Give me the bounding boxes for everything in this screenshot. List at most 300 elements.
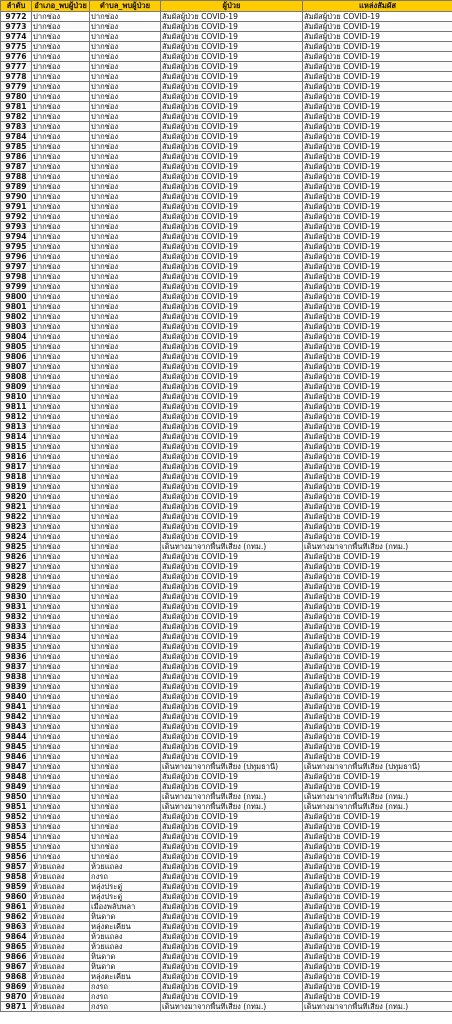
table-row [1,442,452,452]
cell-subdistrict: ปากช่อง [90,132,161,142]
cell-source: สัมผัสผู้ป่วย COVID-19 [303,932,452,942]
cell-subdistrict: ปากช่อง [90,722,161,732]
cell-no: 9776 [1,52,32,62]
table-row [1,252,452,262]
table-row [1,392,452,402]
cell-no: 9862 [1,912,32,922]
cell-source: สัมผัสผู้ป่วย COVID-19 [303,472,452,482]
table-row [1,322,452,332]
cell-no: 9781 [1,102,32,112]
table-row [1,202,452,212]
cell-source: สัมผัสผู้ป่วย COVID-19 [303,782,452,792]
cell-source: สัมผัสผู้ป่วย COVID-19 [303,302,452,312]
table-row [1,472,452,482]
table-row [1,272,452,282]
cell-source: สัมผัสผู้ป่วย COVID-19 [303,952,452,962]
cell-no: 9858 [1,872,32,882]
cell-patient: สัมผัสผู้ป่วย COVID-19 [161,562,303,572]
cell-district: ปากช่อง [32,272,90,282]
cell-patient: สัมผัสผู้ป่วย COVID-19 [161,492,303,502]
table-row [1,492,452,502]
cell-district: ปากช่อง [32,332,90,342]
header-source: แหล่งสัมผัส [303,1,452,12]
table-row [1,452,452,462]
cell-source: สัมผัสผู้ป่วย COVID-19 [303,162,452,172]
cell-no: 9801 [1,302,32,312]
cell-no: 9847 [1,762,32,772]
cell-district: ปากช่อง [32,572,90,582]
cell-no: 9782 [1,112,32,122]
cell-subdistrict: ปากช่อง [90,512,161,522]
cell-no: 9850 [1,792,32,802]
cell-patient: สัมผัสผู้ป่วย COVID-19 [161,212,303,222]
cell-patient: สัมผัสผู้ป่วย COVID-19 [161,952,303,962]
cell-district: ปากช่อง [32,392,90,402]
cell-source: สัมผัสผู้ป่วย COVID-19 [303,332,452,342]
table-row [1,922,452,932]
cell-district: ปากช่อง [32,582,90,592]
cell-patient: สัมผัสผู้ป่วย COVID-19 [161,722,303,732]
cell-no: 9818 [1,472,32,482]
table-row [1,572,452,582]
table-row [1,992,452,1002]
table-row [1,52,452,62]
table-row [1,262,452,272]
cell-district: ปากช่อง [32,612,90,622]
table-row [1,842,452,852]
cell-district: ปากช่อง [32,202,90,212]
table-row [1,872,452,882]
cell-patient: สัมผัสผู้ป่วย COVID-19 [161,962,303,972]
cell-source: สัมผัสผู้ป่วย COVID-19 [303,842,452,852]
cell-subdistrict: ปากช่อง [90,422,161,432]
cell-patient: สัมผัสผู้ป่วย COVID-19 [161,172,303,182]
cell-source: สัมผัสผู้ป่วย COVID-19 [303,282,452,292]
table-row [1,592,452,602]
cell-no: 9849 [1,782,32,792]
cell-patient: สัมผัสผู้ป่วย COVID-19 [161,832,303,842]
cell-district: ปากช่อง [32,702,90,712]
cell-patient: สัมผัสผู้ป่วย COVID-19 [161,232,303,242]
cell-district: ปากช่อง [32,352,90,362]
cell-district: ปากช่อง [32,482,90,492]
cell-no: 9840 [1,692,32,702]
cell-subdistrict: ปากช่อง [90,42,161,52]
cell-source: เดินทางมาจากพื้นที่เสี่ยง (กทม.) [303,1002,452,1012]
cell-subdistrict: ปากช่อง [90,572,161,582]
cell-source: สัมผัสผู้ป่วย COVID-19 [303,482,452,492]
table-row [1,362,452,372]
cell-district: ปากช่อง [32,552,90,562]
table-row [1,422,452,432]
cell-subdistrict: ปากช่อง [90,32,161,42]
cell-subdistrict: ปากช่อง [90,622,161,632]
cell-district: ปากช่อง [32,462,90,472]
cell-patient: สัมผัสผู้ป่วย COVID-19 [161,672,303,682]
cell-source: สัมผัสผู้ป่วย COVID-19 [303,12,452,22]
cell-subdistrict: ปากช่อง [90,532,161,542]
cell-patient: สัมผัสผู้ป่วย COVID-19 [161,152,303,162]
table-row [1,692,452,702]
cell-district: ห้วยแถลง [32,882,90,892]
table-row [1,562,452,572]
cell-patient: สัมผัสผู้ป่วย COVID-19 [161,992,303,1002]
cell-source: สัมผัสผู้ป่วย COVID-19 [303,182,452,192]
cell-source: สัมผัสผู้ป่วย COVID-19 [303,582,452,592]
cell-patient: สัมผัสผู้ป่วย COVID-19 [161,552,303,562]
table-row [1,462,452,472]
cell-no: 9861 [1,902,32,912]
cell-patient: สัมผัสผู้ป่วย COVID-19 [161,662,303,672]
cell-no: 9821 [1,502,32,512]
table-row [1,412,452,422]
table-row [1,832,452,842]
table-row [1,142,452,152]
cell-subdistrict: ปากช่อง [90,262,161,272]
cell-source: สัมผัสผู้ป่วย COVID-19 [303,812,452,822]
table-row [1,772,452,782]
cell-patient: เดินทางมาจากพื้นที่เสี่ยง (กทม.) [161,542,303,552]
cell-source: สัมผัสผู้ป่วย COVID-19 [303,562,452,572]
cell-no: 9841 [1,702,32,712]
cell-district: ปากช่อง [32,472,90,482]
table-row [1,702,452,712]
table-row [1,132,452,142]
cell-no: 9809 [1,382,32,392]
cell-source: สัมผัสผู้ป่วย COVID-19 [303,662,452,672]
cell-subdistrict: ปากช่อง [90,52,161,62]
cell-source: เดินทางมาจากพื้นที่เสี่ยง (ปทุมธานี) [303,762,452,772]
cell-source: เดินทางมาจากพื้นที่เสี่ยง (กทม.) [303,792,452,802]
cell-source: สัมผัสผู้ป่วย COVID-19 [303,702,452,712]
header-row [1,1,452,12]
cell-subdistrict: ปากช่อง [90,712,161,722]
cell-patient: สัมผัสผู้ป่วย COVID-19 [161,302,303,312]
cell-no: 9839 [1,682,32,692]
cell-district: ปากช่อง [32,182,90,192]
cell-district: ปากช่อง [32,762,90,772]
table-row [1,632,452,642]
cell-patient: สัมผัสผู้ป่วย COVID-19 [161,932,303,942]
cell-no: 9826 [1,552,32,562]
cell-subdistrict: ห้วยแถลง [90,932,161,942]
cell-subdistrict: ปากช่อง [90,442,161,452]
cell-subdistrict: ปากช่อง [90,852,161,862]
cell-district: ปากช่อง [32,262,90,272]
cell-patient: สัมผัสผู้ป่วย COVID-19 [161,352,303,362]
cell-patient: สัมผัสผู้ป่วย COVID-19 [161,862,303,872]
cell-district: ปากช่อง [32,682,90,692]
table-row [1,42,452,52]
cell-patient: สัมผัสผู้ป่วย COVID-19 [161,592,303,602]
cell-subdistrict: ปากช่อง [90,302,161,312]
cell-district: ปากช่อง [32,722,90,732]
cell-patient: สัมผัสผู้ป่วย COVID-19 [161,192,303,202]
cell-patient: สัมผัสผู้ป่วย COVID-19 [161,372,303,382]
cell-patient: สัมผัสผู้ป่วย COVID-19 [161,772,303,782]
cell-source: สัมผัสผู้ป่วย COVID-19 [303,502,452,512]
cell-subdistrict: ปากช่อง [90,702,161,712]
cell-district: ปากช่อง [32,32,90,42]
table-row [1,932,452,942]
cell-district: ปากช่อง [32,72,90,82]
cell-source: สัมผัสผู้ป่วย COVID-19 [303,442,452,452]
cell-no: 9820 [1,492,32,502]
cell-no: 9871 [1,1002,32,1012]
cell-patient: สัมผัสผู้ป่วย COVID-19 [161,202,303,212]
cell-source: สัมผัสผู้ป่วย COVID-19 [303,962,452,972]
cell-patient: สัมผัสผู้ป่วย COVID-19 [161,972,303,982]
cell-district: ห้วยแถลง [32,992,90,1002]
cell-no: 9864 [1,932,32,942]
cell-subdistrict: ปากช่อง [90,362,161,372]
cell-patient: สัมผัสผู้ป่วย COVID-19 [161,922,303,932]
table-row [1,972,452,982]
table-row [1,792,452,802]
cell-district: ปากช่อง [32,232,90,242]
cell-subdistrict: ห้วยแถลง [90,862,161,872]
cell-patient: สัมผัสผู้ป่วย COVID-19 [161,422,303,432]
cell-subdistrict: ปากช่อง [90,142,161,152]
cell-patient: สัมผัสผู้ป่วย COVID-19 [161,262,303,272]
cell-source: สัมผัสผู้ป่วย COVID-19 [303,712,452,722]
cell-no: 9778 [1,72,32,82]
cell-subdistrict: ปากช่อง [90,672,161,682]
cell-source: สัมผัสผู้ป่วย COVID-19 [303,692,452,702]
cell-source: สัมผัสผู้ป่วย COVID-19 [303,572,452,582]
cell-source: สัมผัสผู้ป่วย COVID-19 [303,382,452,392]
cell-patient: สัมผัสผู้ป่วย COVID-19 [161,472,303,482]
cell-no: 9800 [1,292,32,302]
cell-patient: สัมผัสผู้ป่วย COVID-19 [161,332,303,342]
cell-no: 9807 [1,362,32,372]
cell-district: ปากช่อง [32,532,90,542]
table-row [1,382,452,392]
cell-no: 9854 [1,832,32,842]
cell-source: สัมผัสผู้ป่วย COVID-19 [303,92,452,102]
cell-no: 9789 [1,182,32,192]
cell-district: ห้วยแถลง [32,922,90,932]
cell-district: ปากช่อง [32,152,90,162]
cell-district: ห้วยแถลง [32,972,90,982]
table-row [1,532,452,542]
table-row [1,172,452,182]
cell-source: สัมผัสผู้ป่วย COVID-19 [303,592,452,602]
cell-patient: สัมผัสผู้ป่วย COVID-19 [161,402,303,412]
cell-source: สัมผัสผู้ป่วย COVID-19 [303,862,452,872]
cell-no: 9779 [1,82,32,92]
header-district: อำเภอ_พบผู้ป่วย [32,1,90,12]
cell-no: 9795 [1,242,32,252]
table-row [1,282,452,292]
cell-subdistrict: ปากช่อง [90,322,161,332]
table-row [1,642,452,652]
cell-district: ปากช่อง [32,292,90,302]
cell-subdistrict: หินดาด [90,952,161,962]
cell-patient: สัมผัสผู้ป่วย COVID-19 [161,142,303,152]
cell-district: ปากช่อง [32,302,90,312]
cell-patient: สัมผัสผู้ป่วย COVID-19 [161,482,303,492]
cell-source: สัมผัสผู้ป่วย COVID-19 [303,832,452,842]
cell-source: สัมผัสผู้ป่วย COVID-19 [303,922,452,932]
cell-source: สัมผัสผู้ป่วย COVID-19 [303,512,452,522]
cell-patient: สัมผัสผู้ป่วย COVID-19 [161,112,303,122]
cell-source: สัมผัสผู้ป่วย COVID-19 [303,322,452,332]
cell-district: ห้วยแถลง [32,912,90,922]
cell-patient: สัมผัสผู้ป่วย COVID-19 [161,742,303,752]
cell-patient: สัมผัสผู้ป่วย COVID-19 [161,272,303,282]
cell-subdistrict: ปากช่อง [90,382,161,392]
cell-no: 9819 [1,482,32,492]
cell-district: ปากช่อง [32,692,90,702]
table-row [1,72,452,82]
cell-district: ปากช่อง [32,252,90,262]
cell-patient: สัมผัสผู้ป่วย COVID-19 [161,92,303,102]
cell-no: 9796 [1,252,32,262]
cell-subdistrict: ปากช่อง [90,232,161,242]
cell-district: ห้วยแถลง [32,892,90,902]
cell-district: ปากช่อง [32,102,90,112]
cell-source: สัมผัสผู้ป่วย COVID-19 [303,742,452,752]
cell-no: 9844 [1,732,32,742]
table-row [1,962,452,972]
cell-patient: สัมผัสผู้ป่วย COVID-19 [161,872,303,882]
cell-district: ปากช่อง [32,802,90,812]
cell-district: ปากช่อง [32,222,90,232]
cell-subdistrict: ปากช่อง [90,782,161,792]
cell-source: สัมผัสผู้ป่วย COVID-19 [303,52,452,62]
cell-no: 9834 [1,632,32,642]
cell-patient: เดินทางมาจากพื้นที่เสี่ยง (กทม.) [161,802,303,812]
cell-subdistrict: ปากช่อง [90,682,161,692]
table-row [1,32,452,42]
cell-district: ปากช่อง [32,712,90,722]
cell-district: ห้วยแถลง [32,902,90,912]
cell-subdistrict: ปากช่อง [90,152,161,162]
cell-no: 9825 [1,542,32,552]
cell-district: ปากช่อง [32,62,90,72]
cell-patient: เดินทางมาจากพื้นที่เสี่ยง (กทม.) [161,792,303,802]
cell-source: สัมผัสผู้ป่วย COVID-19 [303,822,452,832]
cell-subdistrict: ปากช่อง [90,72,161,82]
cell-no: 9836 [1,652,32,662]
cell-subdistrict: ปากช่อง [90,432,161,442]
cell-no: 9859 [1,882,32,892]
cell-district: ปากช่อง [32,562,90,572]
cell-subdistrict: ปากช่อง [90,602,161,612]
cell-subdistrict: กงรถ [90,992,161,1002]
cell-patient: สัมผัสผู้ป่วย COVID-19 [161,682,303,692]
cell-subdistrict: ปากช่อง [90,592,161,602]
cell-subdistrict: เมืองพลับพลา [90,902,161,912]
table-row [1,312,452,322]
cell-subdistrict: ปากช่อง [90,732,161,742]
cell-source: สัมผัสผู้ป่วย COVID-19 [303,972,452,982]
cell-patient: สัมผัสผู้ป่วย COVID-19 [161,812,303,822]
cell-source: สัมผัสผู้ป่วย COVID-19 [303,152,452,162]
cell-no: 9813 [1,422,32,432]
cell-no: 9833 [1,622,32,632]
cell-district: ปากช่อง [32,212,90,222]
cell-district: ปากช่อง [32,442,90,452]
cell-district: ปากช่อง [32,362,90,372]
cell-source: สัมผัสผู้ป่วย COVID-19 [303,202,452,212]
cell-source: สัมผัสผู้ป่วย COVID-19 [303,242,452,252]
table-row [1,512,452,522]
cell-no: 9799 [1,282,32,292]
cell-no: 9785 [1,142,32,152]
cell-district: ปากช่อง [32,542,90,552]
cell-no: 9823 [1,522,32,532]
cell-district: ปากช่อง [32,282,90,292]
cell-source: สัมผัสผู้ป่วย COVID-19 [303,892,452,902]
cell-no: 9777 [1,62,32,72]
cell-subdistrict: ปากช่อง [90,662,161,672]
cell-patient: สัมผัสผู้ป่วย COVID-19 [161,242,303,252]
cell-district: ปากช่อง [32,732,90,742]
cell-no: 9804 [1,332,32,342]
cell-subdistrict: ปากช่อง [90,482,161,492]
cell-no: 9830 [1,592,32,602]
cell-source: สัมผัสผู้ป่วย COVID-19 [303,632,452,642]
cell-district: ปากช่อง [32,402,90,412]
cell-patient: สัมผัสผู้ป่วย COVID-19 [161,32,303,42]
cell-source: สัมผัสผู้ป่วย COVID-19 [303,42,452,52]
cell-district: ปากช่อง [32,812,90,822]
cell-patient: สัมผัสผู้ป่วย COVID-19 [161,72,303,82]
cell-source: เดินทางมาจากพื้นที่เสี่ยง (กทม.) [303,802,452,812]
table-row [1,732,452,742]
cell-subdistrict: ปากช่อง [90,82,161,92]
cell-no: 9827 [1,562,32,572]
cell-patient: สัมผัสผู้ป่วย COVID-19 [161,12,303,22]
cell-district: ปากช่อง [32,342,90,352]
cell-subdistrict: ปากช่อง [90,642,161,652]
cell-patient: สัมผัสผู้ป่วย COVID-19 [161,322,303,332]
cell-patient: สัมผัสผู้ป่วย COVID-19 [161,382,303,392]
table-row [1,62,452,72]
cell-patient: สัมผัสผู้ป่วย COVID-19 [161,292,303,302]
cell-patient: สัมผัสผู้ป่วย COVID-19 [161,452,303,462]
cell-patient: สัมผัสผู้ป่วย COVID-19 [161,392,303,402]
cell-source: สัมผัสผู้ป่วย COVID-19 [303,82,452,92]
cell-source: สัมผัสผู้ป่วย COVID-19 [303,612,452,622]
table-row [1,92,452,102]
cell-no: 9828 [1,572,32,582]
cell-source: สัมผัสผู้ป่วย COVID-19 [303,102,452,112]
cell-no: 9790 [1,192,32,202]
cell-subdistrict: หินดาด [90,912,161,922]
table-row [1,402,452,412]
cell-patient: สัมผัสผู้ป่วย COVID-19 [161,282,303,292]
cell-subdistrict: ปากช่อง [90,772,161,782]
cell-patient: สัมผัสผู้ป่วย COVID-19 [161,462,303,472]
cell-patient: สัมผัสผู้ป่วย COVID-19 [161,132,303,142]
table-row [1,602,452,612]
table-row [1,162,452,172]
cell-source: สัมผัสผู้ป่วย COVID-19 [303,722,452,732]
cell-patient: สัมผัสผู้ป่วย COVID-19 [161,502,303,512]
cell-source: สัมผัสผู้ป่วย COVID-19 [303,992,452,1002]
cell-source: สัมผัสผู้ป่วย COVID-19 [303,112,452,122]
table-row [1,982,452,992]
cell-patient: สัมผัสผู้ป่วย COVID-19 [161,842,303,852]
header-patient: ผู้ป่วย [161,1,303,12]
cell-no: 9857 [1,862,32,872]
table-body [1,12,452,1012]
cell-district: ปากช่อง [32,412,90,422]
cell-subdistrict: ปากช่อง [90,492,161,502]
